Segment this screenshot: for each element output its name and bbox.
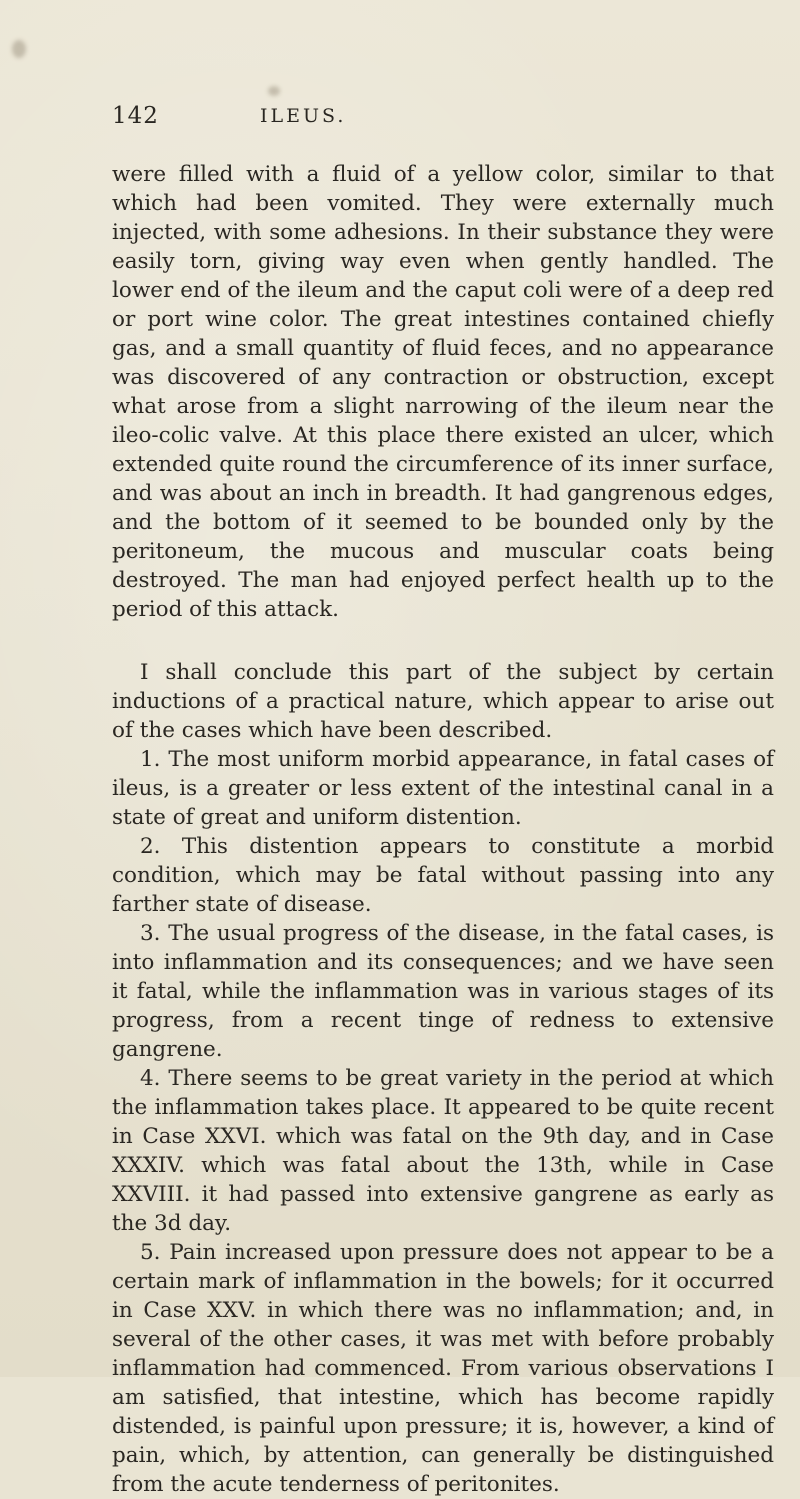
paragraph-continuation: were filled with a fluid of a yellow color, similar to that which had been vomited. They were externally much injected, with some adhesions. In their substance they were easily torn, giving way even when gently handled. The lower end of the ileum and the caput coli were of a deep red or port wine color. The great intestines contained chiefly gas, and a small quantity of fluid feces, and no appearance was discovered of any contraction or obstruction, except what arose from a slight narrowing of the ileum near the ileo-colic valve. At this place there existed an ulcer, which extended quite round the circumference of its inner surface, and was about an inch in breadth. It had gangrenous edges, and the bottom of it seemed to be bounded only by the peritoneum, the mucous and muscular coats being destroyed. The man had enjoyed perfect health up to the period of this attack. (112, 162, 774, 622)
paragraph-induction-3: 3. The usual progress of the disease, in the fatal cases, is into inflammation and its consequences; and we have seen it fatal, while the inflammation was in various stages of its progress, from a recent tinge of redness to extensive gangrene. (112, 921, 774, 1062)
running-head: ILEUS. (260, 105, 347, 127)
paragraph-induction-5: 5. Pain increased upon pressure does not appear to be a certain mark of inflammation in the bowels; for it occurred in Case XXV. in which there was no inflammation; and, in several of the other cases, it was met with before probably inflammation had commenced. From various observations I am satisfied, that intestine, which has become rapidly distended, is painful upon pressure; it is, however, a kind of pain, which, by attention, can generally be distinguished from the acute tenderness of peritonites. (112, 1240, 774, 1497)
page-header (0, 103, 800, 137)
paragraph-induction-1: 1. The most uniform morbid appearance, in fatal cases of ileus, is a greater or less extent of the intestinal canal in a state of great and uniform distention. (112, 747, 774, 830)
paragraph-intro-inductions: I shall conclude this part of the subject by certain inductions of a practical nature, which appear to arise out of the cases which have been described. (112, 660, 774, 743)
paragraph-induction-2: 2. This distention appears to constitute a morbid condition, which may be fatal without passing into any farther state of disease. (112, 834, 774, 917)
ink-smudge (268, 86, 280, 96)
paragraph-induction-4: 4. There seems to be great variety in the period at which the inflammation takes place. It appeared to be quite recent in Case XXVI. which was fatal on the 9th day, and in Case XXXIV. which was fatal about the 13th, while in Case XXVIII. it had passed into extensive gangrene as early as the 3d day. (112, 1066, 774, 1236)
page-number: 142 (112, 103, 159, 129)
ink-smudge (12, 40, 26, 58)
body-text (112, 160, 774, 1499)
